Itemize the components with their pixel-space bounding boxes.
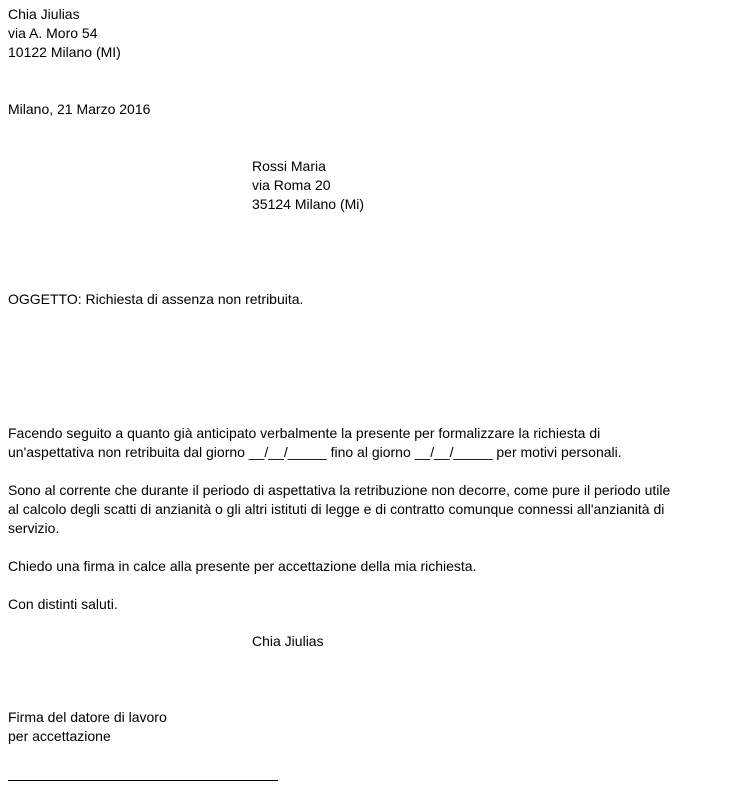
recipient-street: via Roma 20: [252, 177, 331, 193]
sender-name: Chia Jiulias: [8, 6, 80, 22]
paragraph-1-line-1: Facendo seguito a quanto già anticipato verbalmente la presente per formalizzare la richiesta di: [8, 425, 601, 441]
employer-signature-label: Firma del datore di lavoro: [8, 709, 167, 725]
signature-name: Chia Jiulias: [252, 633, 324, 649]
paragraph-2-line-2: al calcolo degli scatti di anzianità o gli altri istituti di legge e di contratto comunque connessi all'anzianità di: [8, 501, 665, 517]
paragraph-2-line-3: servizio.: [8, 520, 60, 536]
recipient-name: Rossi Maria: [252, 158, 326, 174]
subject-line: OGGETTO: Richiesta di assenza non retribuita.: [8, 291, 304, 307]
closing: Con distinti saluti.: [8, 596, 118, 612]
paragraph-2-line-1: Sono al corrente che durante il periodo di aspettativa la retribuzione non decorre, come pure il periodo utile: [8, 482, 671, 498]
date-line: Milano, 21 Marzo 2016: [8, 101, 151, 117]
signature-line: [8, 780, 278, 781]
employer-acceptance-label: per accettazione: [8, 728, 111, 744]
paragraph-1-line-2: un'aspettativa non retribuita dal giorno __/__/_____ fino al giorno __/__/_____ per motivi personali.: [8, 444, 622, 460]
sender-street: via A. Moro 54: [8, 25, 98, 41]
recipient-city: 35124 Milano (Mi): [252, 196, 365, 212]
sender-city: 10122 Milano (MI): [8, 44, 121, 60]
paragraph-3: Chiedo una firma in calce alla presente per accettazione della mia richiesta.: [8, 558, 477, 574]
